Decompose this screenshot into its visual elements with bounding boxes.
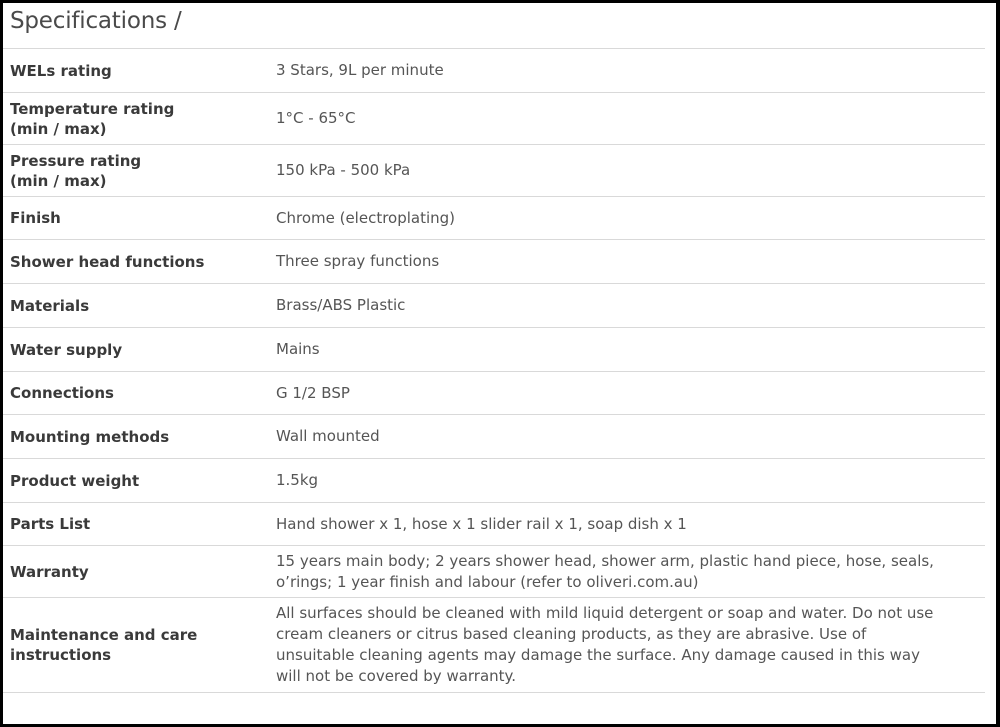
spec-value: 150 kPa - 500 kPa	[276, 161, 411, 179]
spec-label: Shower head functions	[10, 252, 205, 271]
spec-row-maintenance	[3, 598, 985, 693]
spec-label: Parts List	[10, 515, 91, 533]
spec-row-product-weight	[3, 459, 985, 503]
spec-value: G 1/2 BSP	[276, 383, 350, 402]
spec-value: All surfaces should be cleaned with mild liquid detergent or soap and water. Do not use cream cleaners or citrus based cleaning products, as they are abrasive. Use of unsuitable cleaning agents may damage the surface. Any damage caused in this way will not be covered by warranty.	[276, 604, 934, 685]
spec-row-temperature-rating	[3, 93, 985, 145]
spec-value: Wall mounted	[276, 427, 380, 445]
spec-value: 1.5kg	[276, 471, 319, 489]
spec-label: Pressure rating (min / max)	[10, 151, 142, 190]
spec-row-shower-head-functions	[3, 240, 985, 284]
spec-value: Hand shower x 1, hose x 1 slider rail x 1, soap dish x 1	[276, 514, 687, 533]
spec-value: Brass/ABS Plastic	[276, 296, 406, 314]
spec-row-connections	[3, 372, 985, 415]
spec-label: Materials	[10, 296, 90, 315]
spec-row-warranty	[3, 546, 985, 598]
spec-row-water-supply	[3, 328, 985, 372]
spec-row-materials	[3, 284, 985, 328]
specifications-table	[3, 48, 985, 693]
spec-label: Temperature rating (min / max)	[10, 99, 175, 138]
spec-value: 15 years main body; 2 years shower head, shower arm, plastic hand piece, hose, seals, o’rings; 1 year finish and labour (refer to oliveri.com.au)	[276, 551, 934, 591]
spec-row-finish	[3, 197, 985, 240]
spec-value: Mains	[276, 340, 320, 358]
spec-label: Water supply	[10, 340, 123, 359]
spec-label: Finish	[10, 209, 61, 227]
spec-value: 1°C - 65°C	[276, 109, 356, 127]
page-title: Specifications /	[10, 8, 182, 34]
spec-label: Connections	[10, 384, 114, 402]
spec-row-mounting-methods	[3, 415, 985, 459]
specifications-panel	[3, 3, 996, 724]
spec-label: Maintenance and care instructions	[10, 626, 198, 664]
spec-value: 3 Stars, 9L per minute	[276, 61, 444, 79]
spec-row-parts-list	[3, 503, 985, 546]
spec-row-wels-rating	[3, 49, 985, 93]
spec-value: Chrome (electroplating)	[276, 208, 456, 227]
spec-row-pressure-rating	[3, 145, 985, 197]
spec-label: WELs rating	[10, 61, 112, 80]
spec-label: Mounting methods	[10, 427, 170, 446]
spec-label: Product weight	[10, 471, 140, 490]
spec-label: Warranty	[10, 562, 89, 581]
spec-value: Three spray functions	[276, 252, 440, 270]
